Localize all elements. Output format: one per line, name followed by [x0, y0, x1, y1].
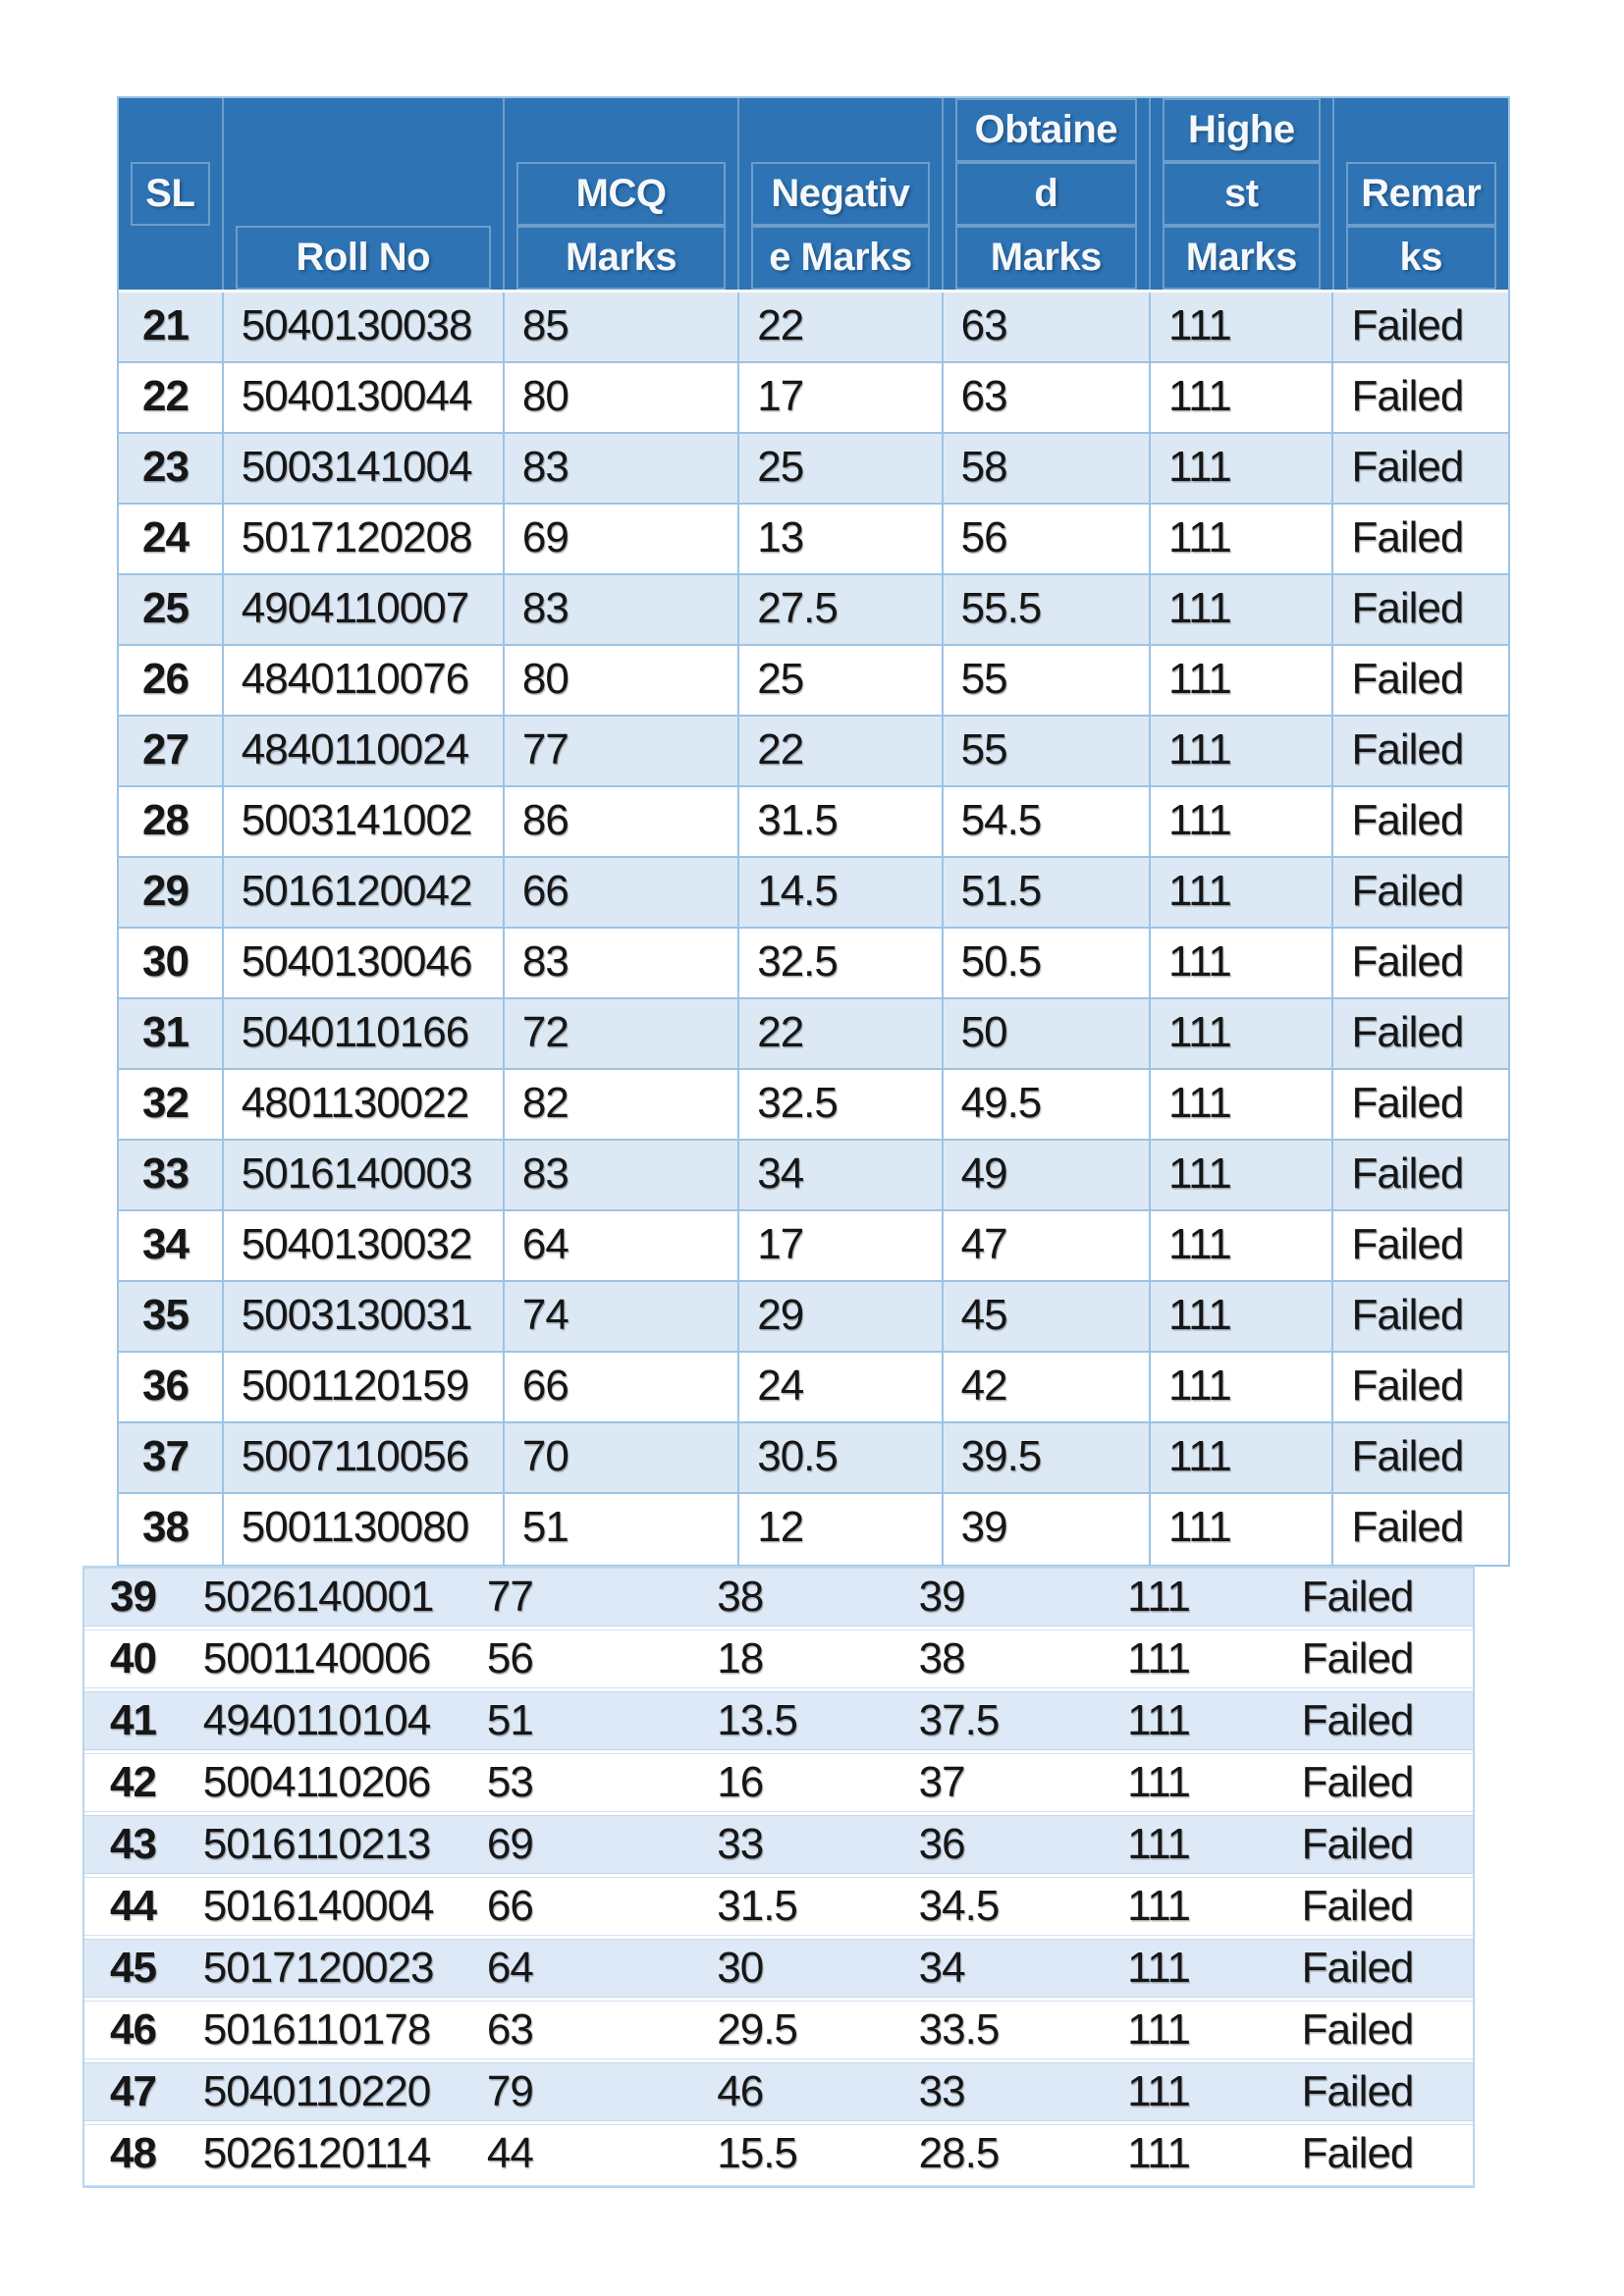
- cell-negative-marks: 33: [717, 1820, 764, 1868]
- cell-sl: 40: [110, 1634, 156, 1682]
- cell-mcq-marks: 79: [486, 2067, 533, 2115]
- cell-roll-no: 5001130080: [224, 1494, 505, 1565]
- header-line: st: [1163, 162, 1320, 226]
- cell-negative-marks: 16: [717, 1758, 764, 1806]
- header-cell-remarks: [1334, 98, 1509, 290]
- cell-obtained-marks: 33.5: [918, 2005, 1000, 2054]
- cell-sl: 45: [110, 1944, 156, 1992]
- cell-mcq-marks: 51: [505, 1494, 739, 1565]
- table-row: [84, 1568, 1473, 1629]
- cell-negative-marks: 29: [739, 1282, 943, 1351]
- header-line: MCQ: [516, 162, 726, 226]
- cell-remarks: Failed: [1351, 1362, 1464, 1410]
- cell-roll-no: 4840110076: [224, 646, 505, 715]
- table-body-lower: [84, 1568, 1473, 2186]
- table-row: [84, 1939, 1473, 2001]
- header-line: SL: [131, 162, 210, 226]
- cell-negative-marks: 22: [739, 999, 943, 1068]
- cell-negative-marks: 38: [717, 1573, 764, 1621]
- table-row: [119, 1353, 1508, 1423]
- cell-highest-marks: 111: [1151, 505, 1333, 573]
- cell-roll-no: 5040130044: [224, 363, 505, 432]
- cell-highest-marks: 111: [1127, 2067, 1190, 2115]
- cell-highest-marks: 111: [1151, 434, 1333, 503]
- cell-roll-no: 5016110213: [202, 1820, 431, 1868]
- cell-mcq-marks: 83: [505, 575, 739, 644]
- cell-roll-no: 5003141002: [224, 787, 505, 856]
- cell-obtained-marks: 34.5: [918, 1882, 1000, 1930]
- header-cell-negative-marks: [739, 98, 943, 290]
- cell-highest-marks: 111: [1151, 1141, 1333, 1209]
- table-row: [119, 787, 1508, 858]
- cell-obtained-marks: 63: [944, 363, 1151, 432]
- cell-sl: 44: [110, 1882, 156, 1930]
- cell-negative-marks: 15.5: [717, 2129, 797, 2177]
- cell-obtained-marks: 55: [944, 717, 1151, 785]
- cell-obtained-marks: 47: [944, 1211, 1151, 1280]
- cell-obtained-marks: 58: [944, 434, 1151, 503]
- cell-obtained-marks: 34: [918, 1944, 965, 1992]
- cell-highest-marks: 111: [1151, 646, 1333, 715]
- cell-obtained-marks: 55: [944, 646, 1151, 715]
- header-line: Roll No: [236, 226, 491, 290]
- cell-mcq-marks: 69: [486, 1820, 533, 1868]
- cell-mcq-marks: 64: [486, 1944, 533, 1992]
- cell-highest-marks: 111: [1151, 1282, 1333, 1351]
- cell-roll-no: 4801130022: [224, 1070, 505, 1139]
- cell-negative-marks: 30: [717, 1944, 764, 1992]
- header-line: ks: [1346, 226, 1497, 290]
- cell-negative-marks: 31.5: [739, 787, 943, 856]
- cell-remarks: Failed: [1351, 1291, 1464, 1339]
- cell-mcq-marks: 83: [505, 1141, 739, 1209]
- cell-mcq-marks: 53: [486, 1758, 533, 1806]
- cell-mcq-marks: 83: [505, 434, 739, 503]
- cell-obtained-marks: 36: [918, 1820, 965, 1868]
- table-row: [119, 1141, 1508, 1211]
- header-line: Remar: [1346, 162, 1497, 226]
- cell-mcq-marks: 80: [505, 363, 739, 432]
- cell-sl: 37: [119, 1423, 224, 1492]
- cell-obtained-marks: 33: [918, 2067, 965, 2115]
- cell-sl: 28: [119, 787, 224, 856]
- cell-highest-marks: 111: [1127, 2005, 1190, 2054]
- cell-highest-marks: 111: [1127, 1696, 1190, 1744]
- cell-obtained-marks: 56: [944, 505, 1151, 573]
- header-line: Marks: [1163, 226, 1320, 290]
- cell-roll-no: 4940110104: [202, 1696, 431, 1744]
- cell-negative-marks: 25: [739, 646, 943, 715]
- table-row: [84, 2062, 1473, 2124]
- cell-roll-no: 5040130038: [224, 293, 505, 361]
- cell-sl: 42: [110, 1758, 156, 1806]
- cell-roll-no: 5040130046: [224, 929, 505, 997]
- cell-remarks: Failed: [1351, 513, 1464, 561]
- cell-roll-no: 5004110206: [202, 1758, 431, 1806]
- cell-negative-marks: 30.5: [739, 1423, 943, 1492]
- cell-remarks: Failed: [1351, 867, 1464, 915]
- cell-roll-no: 5026120114: [202, 2129, 431, 2177]
- cell-mcq-marks: 66: [505, 1353, 739, 1421]
- cell-sl: 39: [110, 1573, 156, 1621]
- cell-highest-marks: 111: [1151, 999, 1333, 1068]
- cell-sl: 26: [119, 646, 224, 715]
- cell-roll-no: 5007110056: [224, 1423, 505, 1492]
- cell-highest-marks: 111: [1127, 1573, 1190, 1621]
- cell-negative-marks: 13.5: [717, 1696, 797, 1744]
- cell-remarks: Failed: [1351, 1503, 1464, 1551]
- cell-sl: 29: [119, 858, 224, 927]
- cell-highest-marks: 111: [1151, 293, 1333, 361]
- cell-sl: 31: [119, 999, 224, 1068]
- table-row: [119, 363, 1508, 434]
- cell-mcq-marks: 72: [505, 999, 739, 1068]
- table-row: [119, 293, 1508, 363]
- cell-mcq-marks: 86: [505, 787, 739, 856]
- cell-mcq-marks: 74: [505, 1282, 739, 1351]
- table-row: [119, 434, 1508, 505]
- cell-highest-marks: 111: [1151, 787, 1333, 856]
- cell-mcq-marks: 77: [486, 1573, 533, 1621]
- cell-roll-no: 5016140004: [202, 1882, 434, 1930]
- cell-obtained-marks: 54.5: [944, 787, 1151, 856]
- table-row: [119, 646, 1508, 717]
- cell-sl: 27: [119, 717, 224, 785]
- table-row: [84, 1691, 1473, 1753]
- cell-negative-marks: 18: [717, 1634, 764, 1682]
- cell-remarks: Failed: [1351, 1432, 1464, 1480]
- table-row: [119, 1494, 1508, 1565]
- cell-negative-marks: 31.5: [717, 1882, 797, 1930]
- cell-roll-no: 5001140006: [202, 1634, 431, 1682]
- cell-mcq-marks: 64: [505, 1211, 739, 1280]
- table-row: [84, 2001, 1473, 2062]
- cell-obtained-marks: 50: [944, 999, 1151, 1068]
- table-body-upper: [119, 290, 1508, 1565]
- results-table-upper: [117, 96, 1510, 1567]
- cell-roll-no: 5003130031: [224, 1282, 505, 1351]
- table-row: [119, 1282, 1508, 1353]
- cell-roll-no: 5040110220: [202, 2067, 431, 2115]
- cell-highest-marks: 111: [1151, 1070, 1333, 1139]
- cell-mcq-marks: 56: [486, 1634, 533, 1682]
- table-row: [119, 717, 1508, 787]
- header-line: Negativ: [751, 162, 929, 226]
- cell-obtained-marks: 37: [918, 1758, 965, 1806]
- cell-remarks: Failed: [1351, 1079, 1464, 1127]
- header-line: [1334, 98, 1509, 162]
- cell-roll-no: 5016140003: [224, 1141, 505, 1209]
- cell-remarks: Failed: [1351, 1149, 1464, 1198]
- cell-negative-marks: 46: [717, 2067, 764, 2115]
- cell-roll-no: 5016110178: [202, 2005, 431, 2054]
- header-line: [224, 98, 503, 162]
- cell-obtained-marks: 39: [918, 1573, 965, 1621]
- cell-sl: 25: [119, 575, 224, 644]
- cell-negative-marks: 13: [739, 505, 943, 573]
- cell-highest-marks: 111: [1127, 1634, 1190, 1682]
- cell-sl: 47: [110, 2067, 156, 2115]
- cell-remarks: Failed: [1301, 1634, 1414, 1682]
- cell-remarks: Failed: [1351, 725, 1464, 774]
- cell-negative-marks: 27.5: [739, 575, 943, 644]
- cell-sl: 36: [119, 1353, 224, 1421]
- header-line: Highe: [1163, 98, 1320, 162]
- cell-roll-no: 4840110024: [224, 717, 505, 785]
- header-line: [505, 98, 737, 162]
- cell-sl: 22: [119, 363, 224, 432]
- cell-obtained-marks: 28.5: [918, 2129, 1000, 2177]
- table-row: [119, 1211, 1508, 1282]
- cell-negative-marks: 17: [739, 1211, 943, 1280]
- cell-highest-marks: 111: [1127, 2129, 1190, 2177]
- results-table-lower: [82, 1566, 1475, 2188]
- cell-negative-marks: 12: [739, 1494, 943, 1565]
- cell-mcq-marks: 80: [505, 646, 739, 715]
- cell-obtained-marks: 63: [944, 293, 1151, 361]
- cell-mcq-marks: 51: [486, 1696, 533, 1744]
- cell-highest-marks: 111: [1127, 1820, 1190, 1868]
- cell-remarks: Failed: [1351, 937, 1464, 986]
- cell-obtained-marks: 39: [944, 1494, 1151, 1565]
- cell-highest-marks: 111: [1151, 575, 1333, 644]
- cell-remarks: Failed: [1351, 796, 1464, 844]
- cell-highest-marks: 111: [1151, 1494, 1333, 1565]
- cell-obtained-marks: 37.5: [918, 1696, 1000, 1744]
- cell-mcq-marks: 82: [505, 1070, 739, 1139]
- header-cell-sl: [119, 98, 224, 290]
- cell-negative-marks: 24: [739, 1353, 943, 1421]
- cell-sl: 38: [119, 1494, 224, 1565]
- cell-remarks: Failed: [1301, 2129, 1414, 2177]
- cell-sl: 21: [119, 293, 224, 361]
- table-row: [119, 929, 1508, 999]
- cell-highest-marks: 111: [1127, 1758, 1190, 1806]
- header-cell-obtained-marks: [944, 98, 1151, 290]
- cell-roll-no: 4904110007: [224, 575, 505, 644]
- cell-highest-marks: 111: [1151, 717, 1333, 785]
- cell-remarks: Failed: [1351, 443, 1464, 491]
- cell-highest-marks: 111: [1151, 363, 1333, 432]
- cell-remarks: Failed: [1301, 1944, 1414, 1992]
- header-line: e Marks: [751, 226, 929, 290]
- cell-highest-marks: 111: [1151, 1211, 1333, 1280]
- table-row: [84, 1629, 1473, 1691]
- cell-negative-marks: 22: [739, 293, 943, 361]
- cell-mcq-marks: 69: [505, 505, 739, 573]
- table-row: [84, 1815, 1473, 1877]
- cell-sl: 33: [119, 1141, 224, 1209]
- cell-mcq-marks: 70: [505, 1423, 739, 1492]
- cell-sl: 34: [119, 1211, 224, 1280]
- cell-sl: 32: [119, 1070, 224, 1139]
- table-header: [119, 98, 1508, 290]
- header-cell-roll-no: [224, 98, 505, 290]
- cell-negative-marks: 25: [739, 434, 943, 503]
- cell-sl: 41: [110, 1696, 156, 1744]
- header-line: [119, 98, 222, 162]
- cell-obtained-marks: 49.5: [944, 1070, 1151, 1139]
- cell-sl: 23: [119, 434, 224, 503]
- header-cell-mcq-marks: [505, 98, 739, 290]
- cell-sl: 48: [110, 2129, 156, 2177]
- cell-remarks: Failed: [1351, 301, 1464, 349]
- cell-mcq-marks: 83: [505, 929, 739, 997]
- cell-obtained-marks: 42: [944, 1353, 1151, 1421]
- cell-roll-no: 5001120159: [224, 1353, 505, 1421]
- header-line: [224, 162, 503, 226]
- cell-highest-marks: 111: [1127, 1882, 1190, 1930]
- cell-roll-no: 5003141004: [224, 434, 505, 503]
- cell-sl: 43: [110, 1820, 156, 1868]
- header-line: Obtaine: [955, 98, 1137, 162]
- cell-obtained-marks: 38: [918, 1634, 965, 1682]
- table-row: [119, 575, 1508, 646]
- cell-roll-no: 5017120023: [202, 1944, 434, 1992]
- table-row: [119, 505, 1508, 575]
- cell-remarks: Failed: [1301, 1573, 1414, 1621]
- table-row: [84, 1753, 1473, 1815]
- cell-mcq-marks: 85: [505, 293, 739, 361]
- cell-sl: 46: [110, 2005, 156, 2054]
- cell-negative-marks: 17: [739, 363, 943, 432]
- cell-remarks: Failed: [1301, 2067, 1414, 2115]
- cell-highest-marks: 111: [1151, 1353, 1333, 1421]
- cell-remarks: Failed: [1351, 1220, 1464, 1268]
- header-line: Marks: [516, 226, 726, 290]
- cell-negative-marks: 29.5: [717, 2005, 797, 2054]
- cell-obtained-marks: 51.5: [944, 858, 1151, 927]
- cell-remarks: Failed: [1301, 1820, 1414, 1868]
- table-row: [84, 1877, 1473, 1939]
- cell-roll-no: 5040130032: [224, 1211, 505, 1280]
- cell-mcq-marks: 77: [505, 717, 739, 785]
- cell-negative-marks: 14.5: [739, 858, 943, 927]
- cell-remarks: Failed: [1301, 1758, 1414, 1806]
- cell-remarks: Failed: [1301, 1882, 1414, 1930]
- cell-roll-no: 5040110166: [224, 999, 505, 1068]
- cell-mcq-marks: 66: [486, 1882, 533, 1930]
- cell-mcq-marks: 44: [486, 2129, 533, 2177]
- header-line: d: [955, 162, 1137, 226]
- cell-obtained-marks: 49: [944, 1141, 1151, 1209]
- header-cell-highest-marks: [1151, 98, 1333, 290]
- header-line: [739, 98, 941, 162]
- cell-negative-marks: 32.5: [739, 1070, 943, 1139]
- cell-remarks: Failed: [1351, 584, 1464, 632]
- cell-highest-marks: 111: [1151, 1423, 1333, 1492]
- header-line: Marks: [955, 226, 1137, 290]
- cell-obtained-marks: 55.5: [944, 575, 1151, 644]
- cell-highest-marks: 111: [1151, 929, 1333, 997]
- cell-highest-marks: 111: [1127, 1944, 1190, 1992]
- cell-obtained-marks: 50.5: [944, 929, 1151, 997]
- cell-mcq-marks: 66: [505, 858, 739, 927]
- cell-remarks: Failed: [1301, 2005, 1414, 2054]
- cell-sl: 35: [119, 1282, 224, 1351]
- cell-remarks: Failed: [1351, 372, 1464, 420]
- cell-negative-marks: 32.5: [739, 929, 943, 997]
- cell-negative-marks: 34: [739, 1141, 943, 1209]
- table-row: [119, 999, 1508, 1070]
- cell-sl: 30: [119, 929, 224, 997]
- table-row: [119, 1423, 1508, 1494]
- cell-sl: 24: [119, 505, 224, 573]
- cell-remarks: Failed: [1351, 655, 1464, 703]
- cell-negative-marks: 22: [739, 717, 943, 785]
- cell-remarks: Failed: [1301, 1696, 1414, 1744]
- cell-obtained-marks: 45: [944, 1282, 1151, 1351]
- table-row: [119, 1070, 1508, 1141]
- table-row: [84, 2124, 1473, 2186]
- cell-highest-marks: 111: [1151, 858, 1333, 927]
- table-row: [119, 858, 1508, 929]
- cell-mcq-marks: 63: [486, 2005, 533, 2054]
- cell-roll-no: 5026140001: [202, 1573, 434, 1621]
- cell-roll-no: 5017120208: [224, 505, 505, 573]
- cell-roll-no: 5016120042: [224, 858, 505, 927]
- cell-obtained-marks: 39.5: [944, 1423, 1151, 1492]
- cell-remarks: Failed: [1351, 1008, 1464, 1056]
- header-line: [119, 226, 222, 290]
